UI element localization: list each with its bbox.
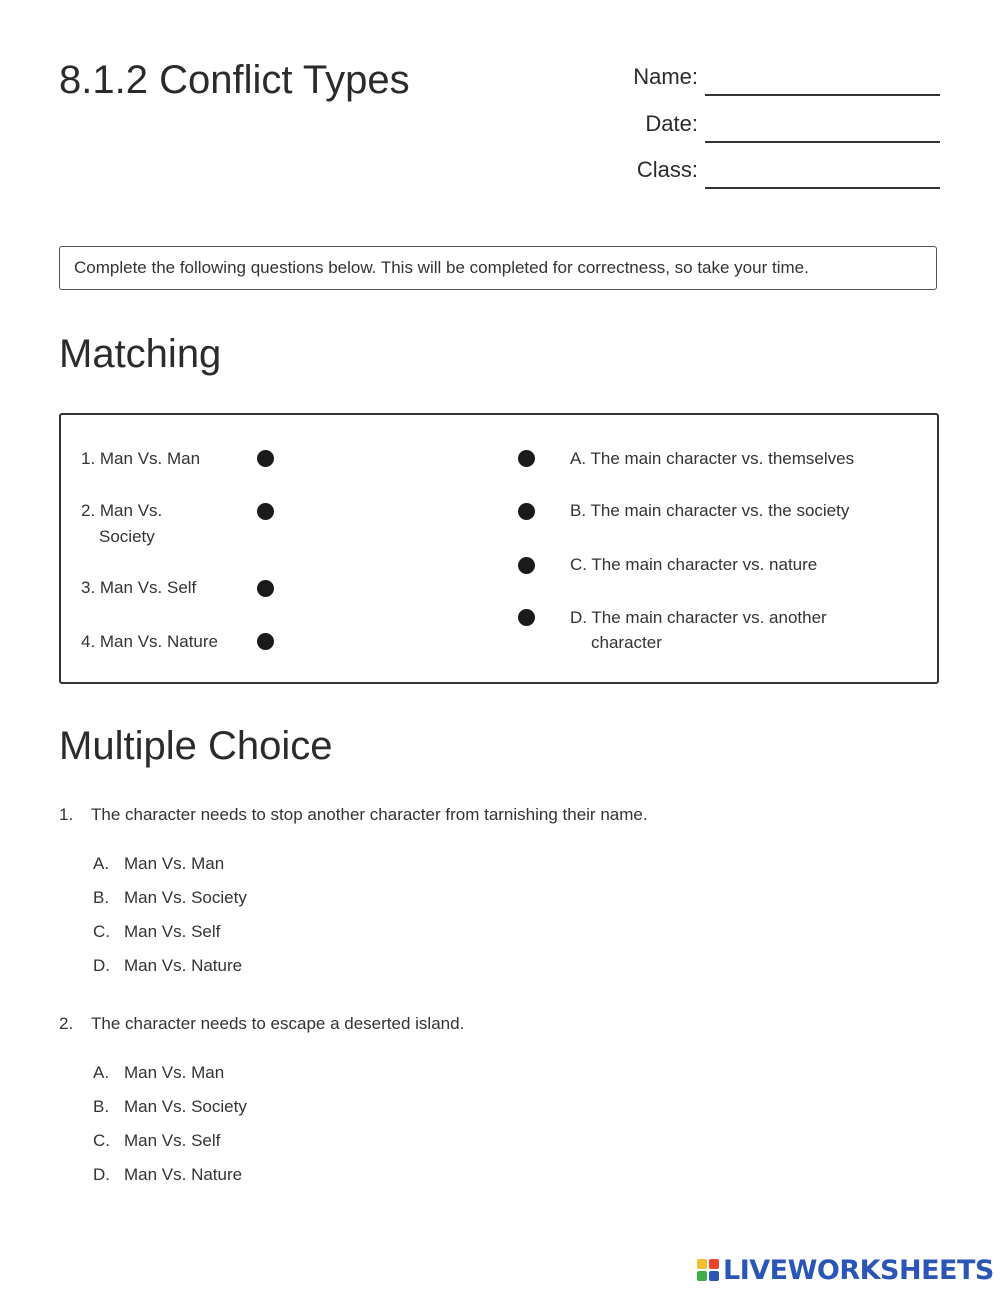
q1-option-b-letter[interactable]: B. bbox=[93, 888, 110, 907]
match-right-dot-c[interactable] bbox=[518, 557, 535, 574]
logo-square-red bbox=[709, 1259, 719, 1269]
q2-option-a-letter[interactable]: A. bbox=[93, 1063, 110, 1082]
q2-option-d[interactable]: Man Vs. Nature bbox=[124, 1165, 243, 1184]
match-right-dot-a[interactable] bbox=[518, 450, 535, 467]
match-left-item-1: 1. Man Vs. Man bbox=[81, 449, 201, 468]
match-right-item-a: A. The main character vs. themselves bbox=[570, 449, 855, 468]
q2-option-b[interactable]: Man Vs. Society bbox=[124, 1097, 247, 1116]
question-1-text: The character needs to stop another character from tarnishing their name. bbox=[91, 805, 648, 824]
question-2-number: 2. bbox=[59, 1014, 74, 1033]
q2-option-b-letter[interactable]: B. bbox=[93, 1097, 110, 1116]
multiple-choice-heading: Multiple Choice bbox=[59, 724, 333, 768]
match-right-dot-b[interactable] bbox=[518, 503, 535, 520]
liveworksheets-logo-text: LIVEWORKSHEETS bbox=[723, 1254, 994, 1286]
class-label: Class: bbox=[636, 157, 698, 182]
match-right-dot-d[interactable] bbox=[518, 609, 535, 626]
match-right-item-c: C. The main character vs. nature bbox=[570, 555, 818, 574]
question-1-number: 1. bbox=[59, 805, 74, 824]
match-left-item-2: 2. Man Vs. bbox=[81, 501, 163, 520]
match-left-item-4: 4. Man Vs. Nature bbox=[81, 632, 219, 651]
instructions-text: Complete the following questions below. This will be completed for correctness, so take your time. bbox=[74, 258, 809, 277]
logo-square-yellow bbox=[697, 1259, 707, 1269]
q1-option-a-letter[interactable]: A. bbox=[93, 854, 110, 873]
name-line bbox=[705, 94, 940, 96]
match-left-dot-1[interactable] bbox=[257, 450, 274, 467]
name-field[interactable] bbox=[705, 62, 944, 92]
match-right-item-b: B. The main character vs. the society bbox=[570, 501, 850, 520]
q2-option-c[interactable]: Man Vs. Self bbox=[124, 1131, 221, 1150]
date-field[interactable] bbox=[705, 109, 944, 139]
question-2-text: The character needs to escape a deserted island. bbox=[91, 1014, 465, 1033]
match-left-dot-2[interactable] bbox=[257, 503, 274, 520]
match-right-item-d: D. The main character vs. another bbox=[570, 608, 827, 627]
match-left-dot-4[interactable] bbox=[257, 633, 274, 650]
liveworksheets-logo bbox=[697, 1254, 994, 1286]
q1-option-c-letter[interactable]: C. bbox=[93, 922, 110, 941]
logo-square-blue bbox=[709, 1271, 719, 1281]
q1-option-c[interactable]: Man Vs. Self bbox=[124, 922, 221, 941]
q1-option-d-letter[interactable]: D. bbox=[93, 956, 110, 975]
q2-option-a[interactable]: Man Vs. Man bbox=[124, 1063, 225, 1082]
class-line bbox=[705, 187, 940, 189]
name-label: Name: bbox=[633, 64, 698, 89]
q1-option-d[interactable]: Man Vs. Nature bbox=[124, 956, 243, 975]
q2-option-d-letter[interactable]: D. bbox=[93, 1165, 110, 1184]
q1-option-b[interactable]: Man Vs. Society bbox=[124, 888, 247, 907]
match-left-item-2-cont: Society bbox=[99, 527, 155, 546]
class-field[interactable] bbox=[705, 155, 944, 185]
logo-square-green bbox=[697, 1271, 707, 1281]
date-line bbox=[705, 141, 940, 143]
q2-option-c-letter[interactable]: C. bbox=[93, 1131, 110, 1150]
page-title: 8.1.2 Conflict Types bbox=[59, 58, 410, 102]
match-left-item-3: 3. Man Vs. Self bbox=[81, 578, 197, 597]
match-right-item-d-cont: character bbox=[591, 633, 662, 652]
q1-option-a[interactable]: Man Vs. Man bbox=[124, 854, 225, 873]
match-left-dot-3[interactable] bbox=[257, 580, 274, 597]
date-label: Date: bbox=[645, 111, 698, 136]
matching-heading: Matching bbox=[59, 332, 222, 376]
instructions-box bbox=[59, 246, 937, 290]
liveworksheets-logo-icon bbox=[697, 1259, 719, 1281]
